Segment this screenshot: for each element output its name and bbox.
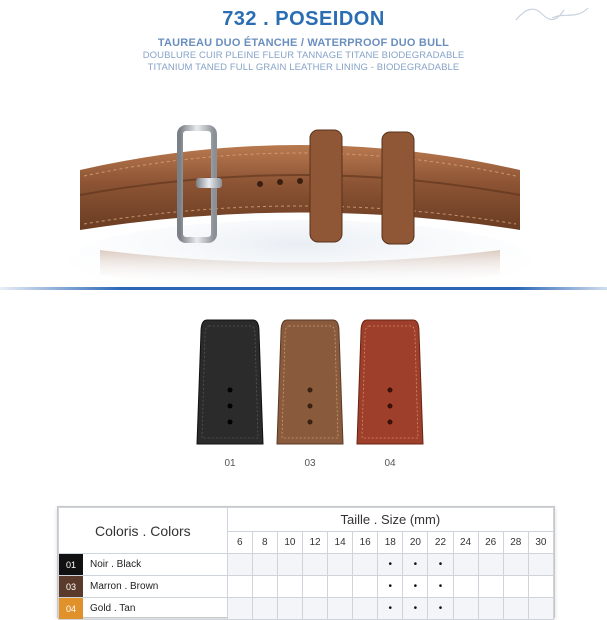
- color-cell: [59, 554, 228, 576]
- availability-cell: [503, 598, 528, 620]
- size-column-header: 30: [528, 532, 553, 554]
- section-divider: [0, 287, 607, 290]
- availability-cell: [478, 598, 503, 620]
- color-swatches: [195, 318, 425, 478]
- availability-cell: [252, 576, 277, 598]
- size-column-header: 6: [227, 532, 252, 554]
- availability-cell: [302, 576, 327, 598]
- product-subtitle: TAUREAU DUO ÉTANCHE / WATERPROOF DUO BULL: [157, 37, 450, 49]
- size-column-header: 8: [252, 532, 277, 554]
- swatch-item: [275, 318, 345, 469]
- color-row: [59, 598, 554, 620]
- size-availability-table: [57, 506, 555, 618]
- availability-cell: [252, 554, 277, 576]
- availability-cell: [528, 554, 553, 576]
- swatch-item: [355, 318, 425, 469]
- color-cell: [59, 576, 228, 598]
- availability-cell: [227, 598, 252, 620]
- availability-cell: •: [378, 576, 403, 598]
- availability-cell: [277, 554, 302, 576]
- color-code-chip: 01: [59, 554, 83, 575]
- availability-cell: [328, 598, 353, 620]
- availability-cell: [252, 598, 277, 620]
- availability-cell: [328, 576, 353, 598]
- availability-cell: •: [428, 576, 453, 598]
- strap-swatch-brown: [275, 318, 345, 448]
- availability-cell: [503, 576, 528, 598]
- color-rows: [59, 554, 554, 620]
- size-column-header: 24: [453, 532, 478, 554]
- colors-header: Coloris . Colors: [59, 508, 228, 554]
- availability-cell: [328, 554, 353, 576]
- color-row: [59, 554, 554, 576]
- swatch-item: [195, 318, 265, 469]
- availability-cell: •: [428, 598, 453, 620]
- color-name: Marron . Brown: [90, 581, 159, 592]
- availability-cell: [478, 576, 503, 598]
- swatch-code: 01: [224, 458, 236, 469]
- size-header: Taille . Size (mm): [227, 508, 553, 532]
- availability-cell: [453, 554, 478, 576]
- lining-description-en: TITANIUM TANED FULL GRAIN LEATHER LINING - BIODEGRADABLE: [147, 62, 460, 73]
- product-title: 732 . POSEIDON: [222, 8, 385, 30]
- availability-cell: [353, 554, 378, 576]
- availability-cell: [528, 576, 553, 598]
- availability-cell: [478, 554, 503, 576]
- size-column-header: 20: [403, 532, 428, 554]
- size-column-header: 28: [503, 532, 528, 554]
- color-code-chip: 04: [59, 598, 83, 619]
- strap-swatch-black: [195, 318, 265, 448]
- color-row: [59, 576, 554, 598]
- availability-cell: •: [403, 598, 428, 620]
- availability-cell: •: [428, 554, 453, 576]
- color-name: Gold . Tan: [90, 603, 136, 614]
- product-header: [0, 8, 607, 73]
- availability-cell: [353, 598, 378, 620]
- availability-cell: •: [403, 554, 428, 576]
- availability-cell: [302, 554, 327, 576]
- strap-swatch-tan: [355, 318, 425, 448]
- strap-product-image: [60, 100, 540, 300]
- swatch-code: 04: [384, 458, 396, 469]
- availability-cell: [453, 576, 478, 598]
- color-name: Noir . Black: [90, 559, 142, 570]
- availability-cell: [277, 598, 302, 620]
- size-column-header: 26: [478, 532, 503, 554]
- swatch-code: 03: [304, 458, 316, 469]
- availability-cell: •: [378, 554, 403, 576]
- availability-cell: [528, 598, 553, 620]
- size-column-header: 10: [277, 532, 302, 554]
- size-column-header: 12: [302, 532, 327, 554]
- availability-cell: [503, 554, 528, 576]
- color-cell: [59, 598, 228, 620]
- size-column-header: 22: [428, 532, 453, 554]
- availability-cell: [227, 554, 252, 576]
- availability-cell: [453, 598, 478, 620]
- size-column-header: 18: [378, 532, 403, 554]
- availability-cell: •: [403, 576, 428, 598]
- availability-cell: [277, 576, 302, 598]
- size-column-header: 14: [328, 532, 353, 554]
- availability-cell: [302, 598, 327, 620]
- size-column-header: 16: [353, 532, 378, 554]
- availability-cell: [353, 576, 378, 598]
- availability-cell: •: [378, 598, 403, 620]
- lining-description-fr: DOUBLURE CUIR PLEINE FLEUR TANNAGE TITANE BIODEGRADABLE: [142, 50, 465, 61]
- color-code-chip: 03: [59, 576, 83, 597]
- availability-cell: [227, 576, 252, 598]
